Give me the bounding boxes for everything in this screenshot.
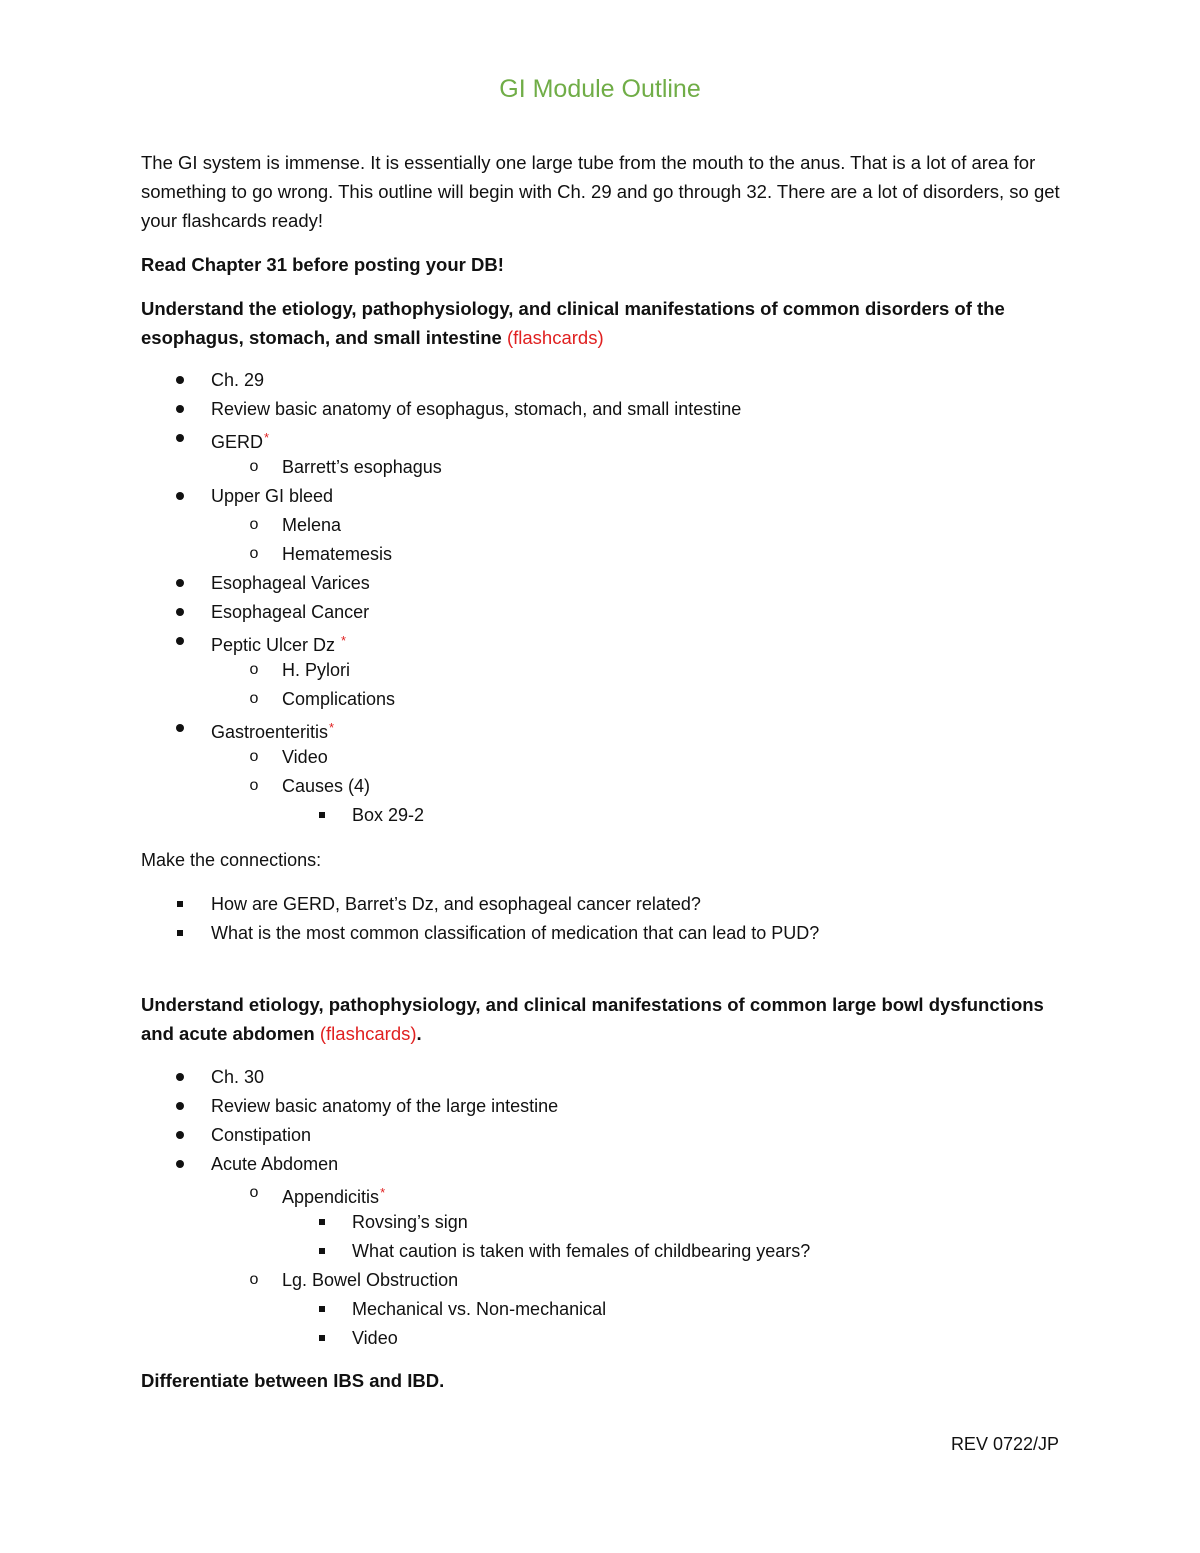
list-item-text: Melena	[282, 515, 342, 535]
list-item-text: Causes (4)	[282, 776, 371, 796]
bullet-icon	[170, 629, 190, 645]
bullet-icon	[170, 368, 190, 384]
list-item	[282, 774, 370, 798]
list-item-text: Video	[352, 1328, 398, 1348]
section2-flashcards-tag: (flashcards)	[319, 1023, 417, 1044]
circle-bullet-icon: o	[249, 661, 259, 678]
bullet-icon	[170, 397, 190, 413]
list-item-text: Lg. Bowel Obstruction	[282, 1270, 459, 1290]
connection-question: What is the most common classification of medication that can lead to PUD?	[211, 923, 820, 943]
list-item	[211, 484, 333, 508]
list-item	[211, 1123, 311, 1147]
list-item	[282, 455, 442, 479]
list-item	[211, 629, 346, 657]
list-item	[282, 513, 341, 537]
bullet-icon	[170, 716, 190, 732]
list-item	[282, 687, 395, 711]
list-item	[352, 803, 424, 827]
list-item-text: Mechanical vs. Non-mechanical	[352, 1299, 607, 1319]
bullet-icon	[170, 1065, 190, 1081]
list-item-text: Acute Abdomen	[211, 1154, 339, 1174]
list-item	[352, 1210, 468, 1234]
asterisk-icon: *	[341, 633, 347, 648]
bullet-icon	[170, 484, 190, 500]
list-item	[282, 658, 350, 682]
list-item	[211, 1152, 338, 1176]
list-item-text: Review basic anatomy of esophagus, stomach, and small intestine	[211, 399, 742, 419]
list-item-text: Ch. 29	[211, 370, 265, 390]
circle-bullet-icon: o	[249, 1271, 259, 1288]
asterisk-icon: *	[329, 720, 335, 735]
section3-heading: Differentiate between IBS and IBD.	[141, 1370, 445, 1391]
list-item	[282, 1268, 458, 1292]
bullet-icon	[170, 426, 190, 442]
list-item	[211, 1094, 558, 1118]
list-item	[282, 1181, 385, 1209]
intro-paragraph: The GI system is immense. It is essentially one large tube from the mouth to the anus. That is a lot of area for something to go wrong. This outline will begin with Ch. 29 and go through 32. There are a lot of disorders, so get your flashcards ready!	[141, 152, 1060, 231]
bullet-icon	[170, 1123, 190, 1139]
list-item	[211, 600, 369, 624]
circle-bullet-icon: o	[249, 748, 259, 765]
circle-bullet-icon: o	[249, 458, 259, 475]
square-bullet-icon	[312, 1326, 332, 1341]
list-item-text: Constipation	[211, 1125, 312, 1145]
circle-bullet-icon: o	[249, 690, 259, 707]
square-bullet-icon	[170, 921, 190, 936]
list-item-text: What caution is taken with females of childbearing years?	[352, 1241, 811, 1261]
list-item	[211, 716, 334, 744]
square-bullet-icon	[312, 1297, 332, 1312]
bullet-icon	[170, 1152, 190, 1168]
list-item-text: Esophageal Varices	[211, 573, 370, 593]
circle-bullet-icon: o	[249, 516, 259, 533]
list-item	[352, 1239, 810, 1263]
connection-question: How are GERD, Barret’s Dz, and esophageal cancer related?	[211, 894, 701, 914]
list-item-text: Review basic anatomy of the large intestine	[211, 1096, 559, 1116]
bullet-icon	[170, 600, 190, 616]
section1-flashcards-tag: (flashcards)	[506, 327, 604, 348]
list-item-text: GERD	[211, 432, 264, 452]
list-item-text: Box 29-2	[352, 805, 425, 825]
list-item	[211, 397, 741, 421]
circle-bullet-icon: o	[249, 545, 259, 562]
list-item-text: Gastroenteritis	[211, 722, 329, 742]
list-item-text: Ch. 30	[211, 1067, 265, 1087]
section1-heading-text: Understand the etiology, pathophysiology, and clinical manifestations of common disorders of the esophagus, stomach, and small intestine	[141, 298, 1005, 348]
revision-label: REV 0722/JP	[950, 1434, 1059, 1454]
list-item	[211, 1065, 264, 1089]
list-item-text: Peptic Ulcer Dz	[211, 635, 341, 655]
list-item	[282, 542, 392, 566]
list-item	[352, 1326, 398, 1350]
circle-bullet-icon: o	[249, 777, 259, 794]
list-item	[282, 745, 328, 769]
square-bullet-icon	[312, 1239, 332, 1254]
asterisk-icon: *	[264, 430, 270, 445]
document-title: GI Module Outline	[499, 75, 701, 103]
square-bullet-icon	[312, 1210, 332, 1225]
section1-heading	[141, 294, 1081, 352]
bullet-icon	[170, 1094, 190, 1110]
list-item-text: Appendicitis	[282, 1187, 380, 1207]
list-item-text: Video	[282, 747, 328, 767]
list-item-text: Esophageal Cancer	[211, 602, 370, 622]
list-item-text: Rovsing’s sign	[352, 1212, 468, 1232]
list-item-text: Hematemesis	[282, 544, 393, 564]
list-item-text: Complications	[282, 689, 396, 709]
square-bullet-icon	[312, 803, 332, 818]
read-note: Read Chapter 31 before posting your DB!	[141, 254, 504, 275]
list-item-text: H. Pylori	[282, 660, 351, 680]
list-item	[211, 571, 370, 595]
circle-bullet-icon: o	[249, 1184, 259, 1201]
section2-heading	[141, 990, 1081, 1048]
list-item-text: Upper GI bleed	[211, 486, 334, 506]
square-bullet-icon	[170, 892, 190, 907]
section2-trail: .	[416, 1023, 422, 1044]
list-item	[211, 426, 269, 454]
section2-heading-text: Understand etiology, pathophysiology, and clinical manifestations of common large bowl dysfunctions and acute abdomen	[141, 994, 1044, 1044]
bullet-icon	[170, 571, 190, 587]
list-item	[352, 1297, 606, 1321]
connections-heading: Make the connections:	[141, 850, 322, 870]
list-item	[211, 368, 264, 392]
list-item-text: Barrett’s esophagus	[282, 457, 442, 477]
asterisk-icon: *	[380, 1185, 386, 1200]
